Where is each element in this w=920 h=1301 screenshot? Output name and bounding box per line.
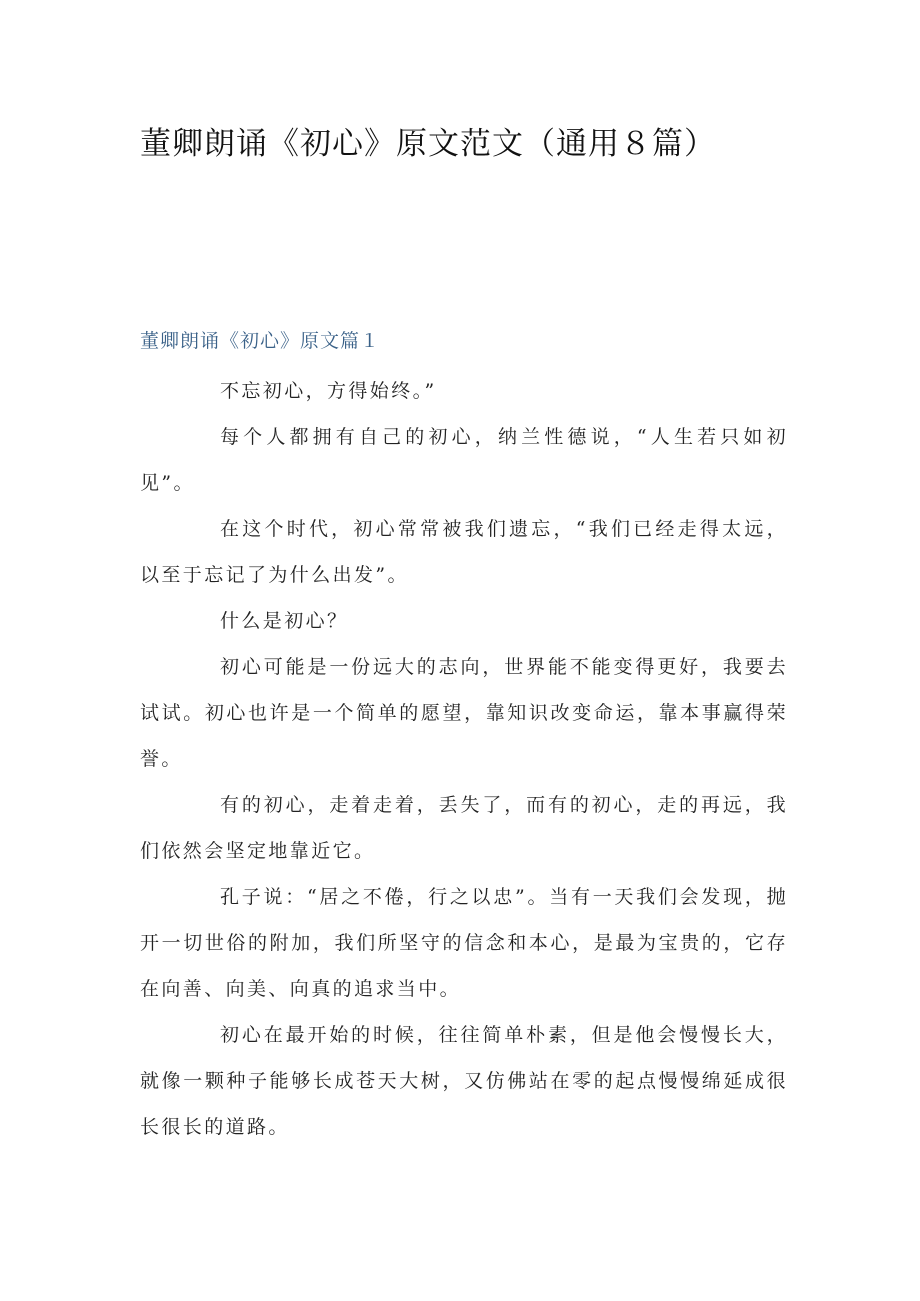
paragraph: 什么是初心？	[220, 610, 349, 632]
paragraph: 不忘初心，方得始终。”	[220, 380, 437, 402]
paragraph: 初心在最开始的时候，往往简单朴素，但是他会慢慢长大，就像一颗种子能够长成苍天大树，又仿佛站在零的起点慢慢绵延成很长很长的道路。	[140, 1024, 788, 1138]
document-title: 董卿朗诵《初心》原文范文（通用８篇）	[140, 126, 716, 162]
paragraph: 初心可能是一份远大的志向，世界能不能变得更好，我要去试试。初心也许是一个简单的愿望，靠知识改变命运，靠本事赢得荣誉。	[140, 656, 788, 770]
paragraph: 每个人都拥有自己的初心，纳兰性德说，“人生若只如初见”。	[140, 426, 788, 494]
paragraph: 在这个时代，初心常常被我们遗忘，“我们已经走得太远，以至于忘记了为什么出发”。	[140, 518, 788, 586]
document-body	[140, 368, 788, 1150]
paragraph: 孔子说：“居之不倦，行之以忠”。当有一天我们会发现，抛开一切世俗的附加，我们所坚守的信念和本心，是最为宝贵的，它存在向善、向美、向真的追求当中。	[140, 886, 788, 1000]
section-heading: 董卿朗诵《初心》原文篇１	[140, 330, 381, 352]
paragraph: 有的初心，走着走着，丢失了，而有的初心，走的再远，我们依然会坚定地靠近它。	[140, 794, 788, 862]
